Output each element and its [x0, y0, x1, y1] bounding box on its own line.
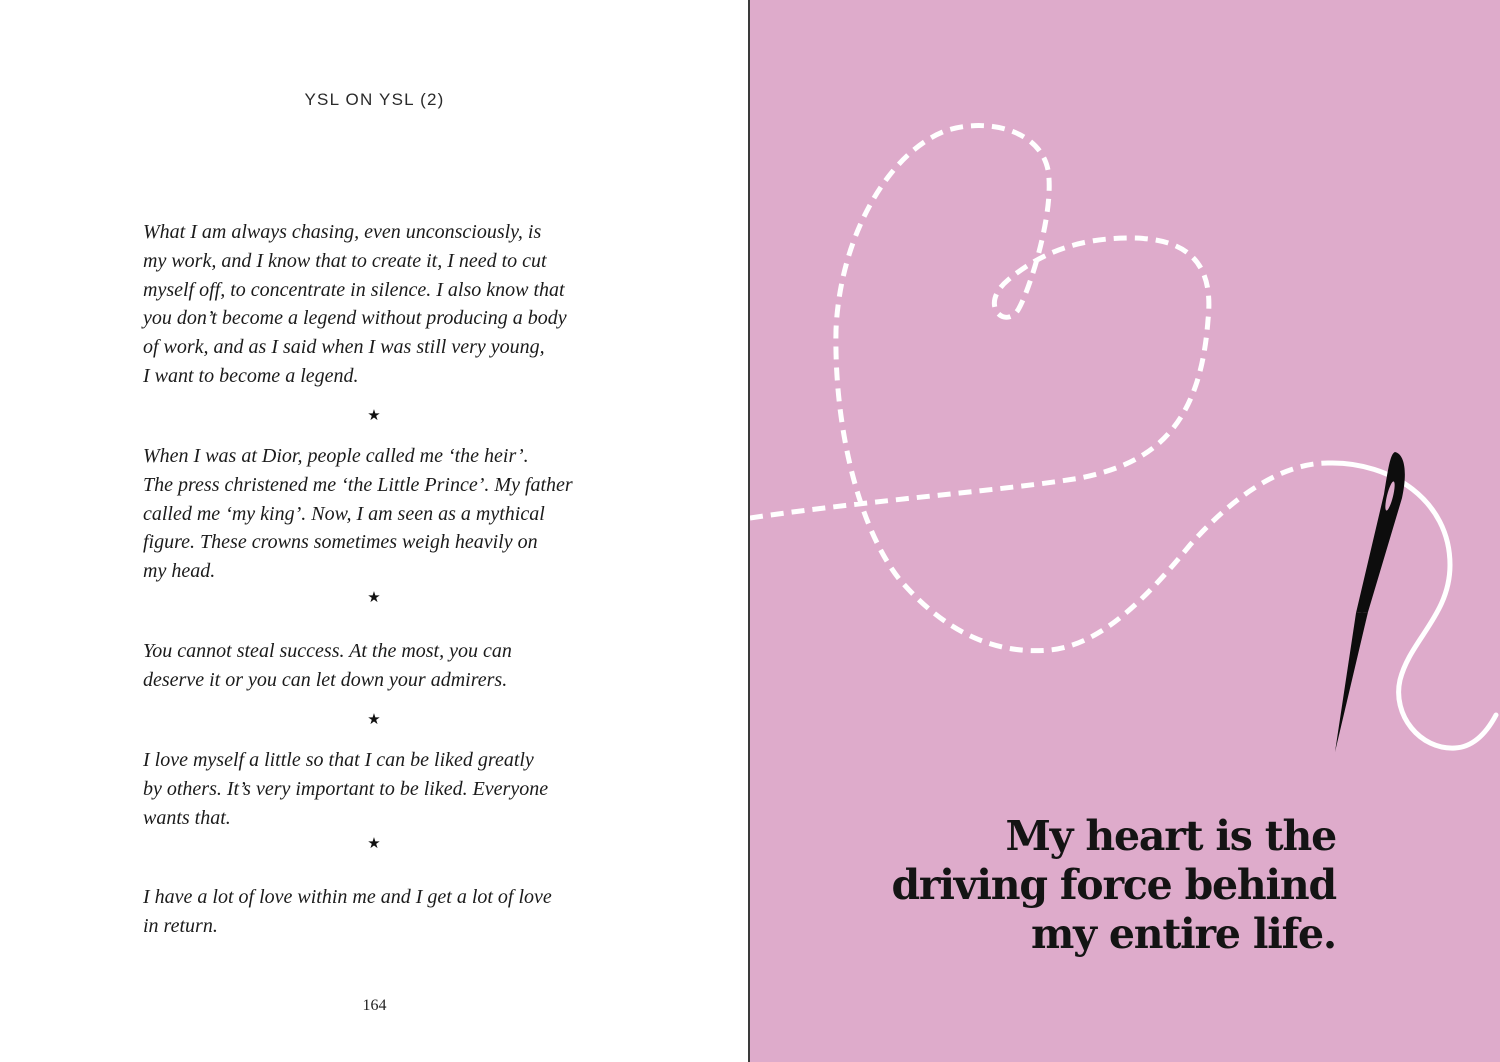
pull-quote: My heart is the driving force behind my entire life.	[891, 812, 1336, 958]
separator-star-icon: ★	[367, 406, 381, 424]
quote-5: I have a lot of love within me and I get a lot of love in return.	[143, 886, 552, 937]
separator-star-icon: ★	[367, 710, 381, 728]
quote-2: When I was at Dior, people called me ‘the heir’. The press christened me ‘the Little Prince’. My father called me ‘my king’. Now, I am seen as a mythical figure. These crowns sometimes weigh heavily on my head.	[143, 445, 573, 583]
right-page	[750, 0, 1500, 1062]
quote-1: What I am always chasing, even unconsciously, is my work, and I know that to create it, I need to cut myself off, to concentrate in silence. I also know that you don’t become a legend without producing a body of work, and as I said when I was still very young, I want to become a legend.	[143, 221, 567, 387]
solid-thread-icon	[1330, 463, 1496, 748]
quote-3: You cannot steal success. At the most, you can deserve it or you can let down your admirers.	[143, 640, 512, 691]
running-head: YSL ON YSL (2)	[304, 90, 445, 109]
quote-4: I love myself a little so that I can be liked greatly by others. It’s very important to be liked. Everyone wants that.	[143, 749, 549, 829]
needle-icon	[1335, 452, 1405, 752]
left-page	[0, 0, 749, 1062]
page-number: 164	[362, 997, 387, 1014]
dashed-heart-thread-icon	[750, 126, 1330, 651]
separator-star-icon: ★	[367, 834, 381, 852]
separator-star-icon: ★	[367, 588, 381, 606]
